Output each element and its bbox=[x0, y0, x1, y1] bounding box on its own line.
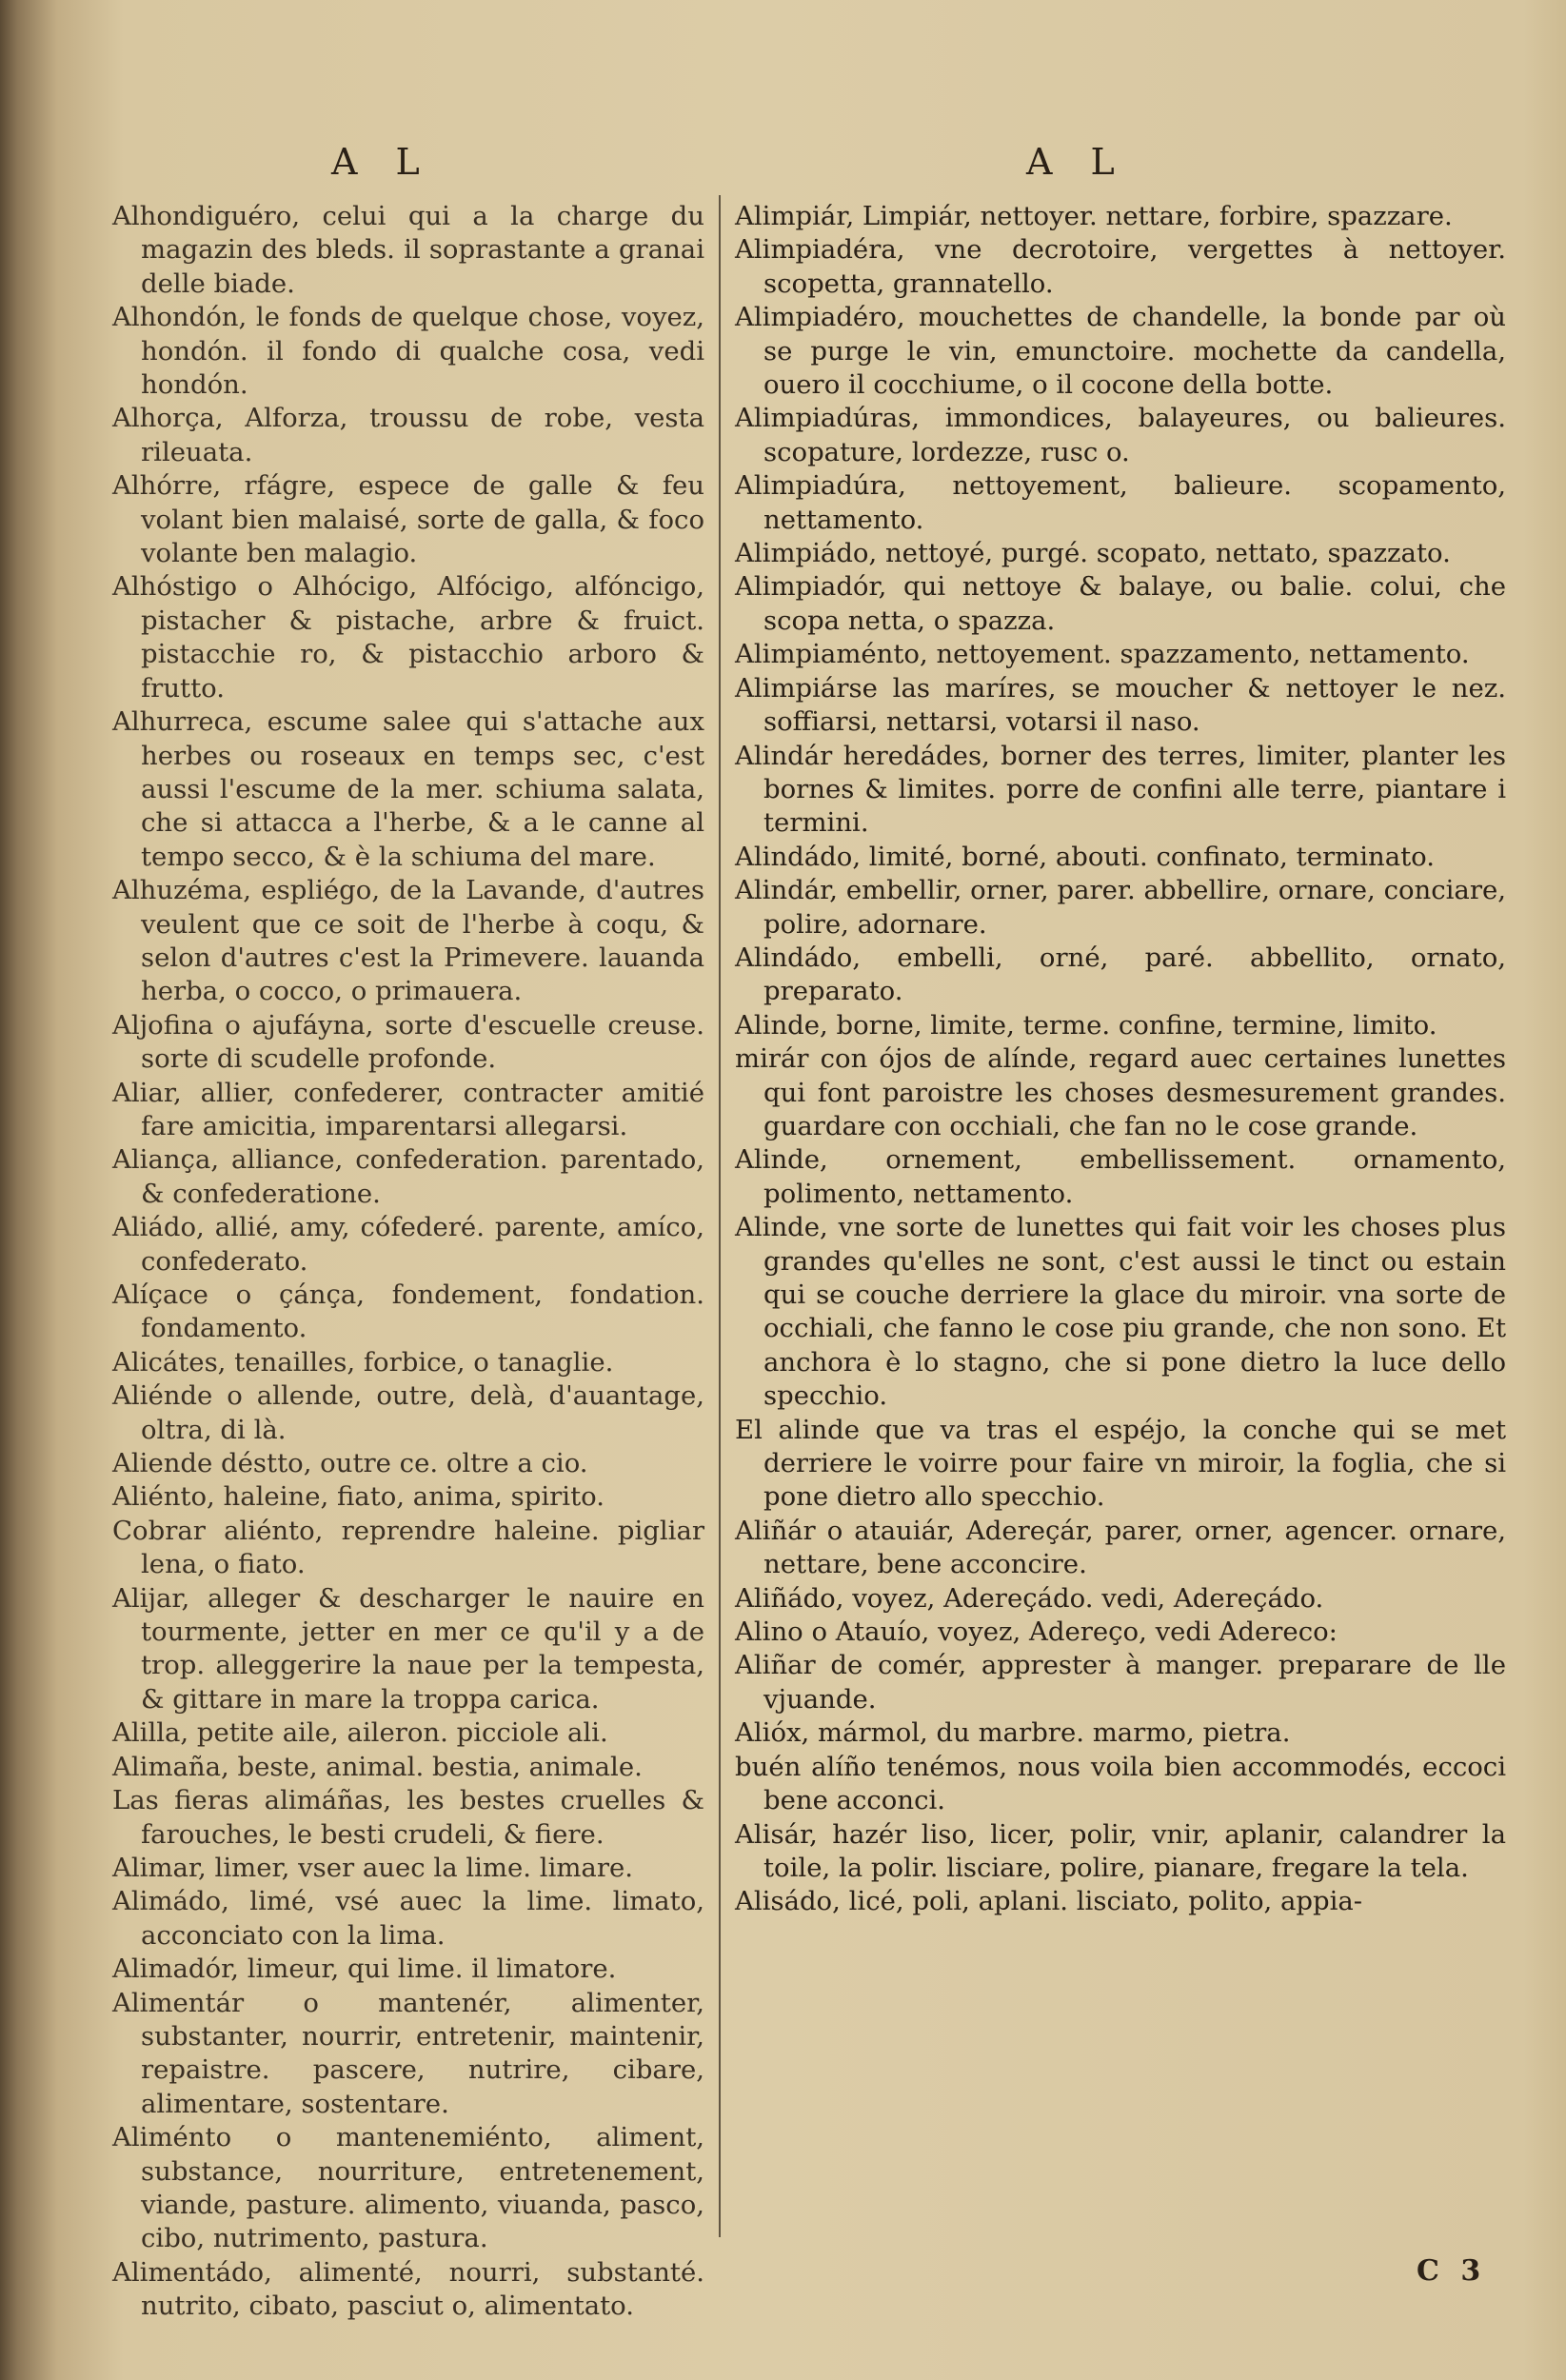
dictionary-entry: Aliñár o atauiár, Adereçár, parer, orner, agencer. ornare, nettare, bene acconcire. bbox=[735, 1515, 1506, 1580]
right-column bbox=[735, 200, 1506, 1919]
dictionary-entry: Alhondiguéro, celui qui a la charge du magazin des bleds. il soprastante a granai delle biade. bbox=[112, 201, 704, 299]
dictionary-entry: Alimar, limer, vser auec la lime. limare. bbox=[112, 1852, 633, 1883]
dictionary-entry: Alinde, ornement, embellissement. ornamento, polimento, nettamento. bbox=[735, 1144, 1506, 1209]
dictionary-entry: Aliende déstto, outre ce. oltre a cio. bbox=[112, 1448, 588, 1479]
dictionary-entry: Alimentádo, alimenté, nourri, substanté. nutrito, cibato, pasciut o, alimentato. bbox=[112, 2256, 704, 2322]
dictionary-entry: Alhóstigo o Alhócigo, Alfócigo, alfóncigo, pistacher & pistache, arbre & fruict. pistacchie ro, & pistacchio arboro & frutto. bbox=[112, 571, 704, 704]
dictionary-entry: El alinde que va tras el espéjo, la conche qui se met derriere le voirre pour faire vn miroir, la foglia, che si pone dietro allo specchio. bbox=[735, 1414, 1506, 1513]
dictionary-entry: Aliénde o allende, outre, delà, d'auantage, oltra, di là. bbox=[112, 1380, 704, 1445]
dictionary-entry: Alilla, petite aile, aileron. picciole ali. bbox=[112, 1717, 608, 1749]
dictionary-entry: Aliança, alliance, confederation. parentado, & confederatione. bbox=[112, 1144, 704, 1209]
dictionary-entry: Aliádo, allié, amy, cófederé. parente, amíco, confederato. bbox=[112, 1212, 704, 1277]
dictionary-entry: Alhórre, rfágre, espece de galle & feu volant bien malaisé, sorte de galla, & foco volante ben malagio. bbox=[112, 470, 704, 569]
dictionary-entry: Aliénto, haleine, fiato, anima, spirito. bbox=[112, 1481, 605, 1513]
dictionary-entry: Alióx, mármol, du marbre. marmo, pietra. bbox=[735, 1717, 1291, 1749]
dictionary-entry: Alíçace o çánça, fondement, fondation. fondamento. bbox=[112, 1279, 704, 1344]
dictionary-entry: Alinde, borne, limite, terme. confine, termine, limito. bbox=[735, 1009, 1437, 1041]
dictionary-entry: Alimpiadúras, immondices, balayeures, ou balieures. scopature, lordezze, rusc o. bbox=[735, 403, 1506, 467]
dictionary-entry: Alhorça, Alforza, troussu de robe, vesta rileuata. bbox=[112, 403, 704, 467]
dictionary-entry: Alimádo, limé, vsé auec la lime. limato, acconciato con la lima. bbox=[112, 1886, 704, 1951]
column-divider bbox=[719, 195, 721, 2237]
dictionary-entry: Alimpiadór, qui nettoye & balaye, ou balie. colui, che scopa netta, o spazza. bbox=[735, 571, 1506, 636]
dictionary-entry: Alimpiár, Limpiár, nettoyer. nettare, forbire, spazzare. bbox=[735, 201, 1453, 231]
dictionary-entry: Alindádo, limité, borné, abouti. confinato, terminato. bbox=[735, 841, 1435, 872]
dictionary-entry: Alhuzéma, espliégo, de la Lavande, d'autres veulent que ce soit de l'herbe à coqu, & selon d'autres c'est la Primevere. lauanda herba, o cocco, o primauera. bbox=[112, 875, 704, 1007]
dictionary-entry: Alisár, hazér liso, licer, polir, vnir, aplanir, calandrer la toile, la polir. lisciare, polire, pianare, fregare la tela. bbox=[735, 1818, 1506, 1883]
dictionary-entry: Alimaña, beste, animal. bestia, animale. bbox=[112, 1751, 643, 1782]
right-running-head: A L bbox=[1026, 141, 1128, 183]
dictionary-entry: Aliménto o mantenemiénto, aliment, substance, nourriture, entretenement, viande, pasture. alimento, viuanda, pasco, cibo, nutrimento, pastura. bbox=[112, 2122, 704, 2254]
dictionary-entry: Alindár heredádes, borner des terres, limiter, planter les bornes & limites. porre de confini alle terre, piantare i termini. bbox=[735, 740, 1506, 839]
left-running-head: A L bbox=[331, 141, 433, 183]
dictionary-entry: Alimpiadéra, vne decrotoire, vergettes à nettoyer. scopetta, grannatello. bbox=[735, 234, 1506, 299]
dictionary-entry: Alhondón, le fonds de quelque chose, voyez, hondón. il fondo di qualche cosa, vedi hondón. bbox=[112, 302, 704, 401]
dictionary-entry: Alimpiárse las maríres, se moucher & nettoyer le nez. soffiarsi, nettarsi, votarsi il naso. bbox=[735, 672, 1506, 738]
dictionary-entry: Alindádo, embelli, orné, paré. abbellito, ornato, preparato. bbox=[735, 942, 1506, 1007]
dictionary-entry: Alimadór, limeur, qui lime. il limatore. bbox=[112, 1954, 617, 1985]
dictionary-entry: Alindár, embellir, orner, parer. abbellire, ornare, conciare, polire, adornare. bbox=[735, 875, 1506, 940]
dictionary-entry: Alijar, alleger & descharger le nauire en tourmente, jetter en mer ce qu'il y a de trop. alleggerire la naue per la tempesta, & gittare in mare la troppa carica. bbox=[112, 1582, 704, 1715]
dictionary-entry: Alhurreca, escume salee qui s'attache aux herbes ou roseaux en temps sec, c'est aussi l'escume de la mer. schiuma salata, che si attacca a l'herbe, & a le canne al tempo secco, & è la schiuma del mare. bbox=[112, 706, 704, 872]
dictionary-entry: Alimentár o mantenér, alimenter, substanter, nourrir, entretenir, maintenir, repaistre. pascere, nutrire, cibare, alimentare, sostentare. bbox=[112, 1987, 704, 2119]
dictionary-entry: buén alíño tenémos, nous voila bien accommodés, eccoci bene acconci. bbox=[735, 1751, 1506, 1816]
dictionary-entry: Aliar, allier, confederer, contracter amitié fare amicitia, imparentarsi allegarsi. bbox=[112, 1077, 704, 1141]
signature-mark: C 3 bbox=[1417, 2254, 1487, 2288]
dictionary-entry: Aliñádo, voyez, Adereçádo. vedi, Adereçádo. bbox=[735, 1582, 1324, 1614]
dictionary-entry: Alimpiaménto, nettoyement. spazzamento, nettamento. bbox=[735, 639, 1470, 670]
dictionary-entry: Cobrar aliénto, reprendre haleine. pigliar lena, o fiato. bbox=[112, 1515, 704, 1580]
dictionary-entry: Alino o Atauío, voyez, Adereço, vedi Adereco: bbox=[735, 1616, 1338, 1648]
dictionary-entry: Alicátes, tenailles, forbice, o tanaglie. bbox=[112, 1346, 614, 1378]
dictionary-entry: Aliñar de comér, apprester à manger. preparare de lle vjuande. bbox=[735, 1650, 1506, 1715]
dictionary-entry: Aljofina o ajufáyna, sorte d'escuelle creuse. sorte di scudelle profonde. bbox=[112, 1009, 704, 1075]
dictionary-entry: Alisádo, licé, poli, aplani. lisciato, polito, appia- bbox=[735, 1886, 1363, 1917]
dictionary-entry: Alimpiadéro, mouchettes de chandelle, la bonde par où se purge le vin, emunctoire. mochette da candella, ouero il cocchiume, o il cocone della botte. bbox=[735, 302, 1506, 401]
dictionary-entry: mirár con ójos de alínde, regard auec certaines lunettes qui font paroistre les choses desmesurement grandes. guardare con occhiali, che fan no le cose grande. bbox=[735, 1043, 1506, 1141]
dictionary-entry: Alinde, vne sorte de lunettes qui fait voir les choses plus grandes qu'elles ne sont, c'est aussi le tinct ou estain qui se couche derriere la glace du miroir. vna sorte de occhiali, che fanno le cose piu grande, che non sono. Et anchora è lo stagno, che si pone dietro la luce dello specchio. bbox=[735, 1212, 1506, 1412]
left-column bbox=[112, 200, 704, 2324]
dictionary-entry: Las fieras alimáñas, les bestes cruelles & farouches, le besti crudeli, & fiere. bbox=[112, 1785, 704, 1850]
dictionary-entry: Alimpiádo, nettoyé, purgé. scopato, nettato, spazzato. bbox=[735, 538, 1451, 569]
dictionary-entry: Alimpiadúra, nettoyement, balieure. scopamento, nettamento. bbox=[735, 470, 1506, 535]
